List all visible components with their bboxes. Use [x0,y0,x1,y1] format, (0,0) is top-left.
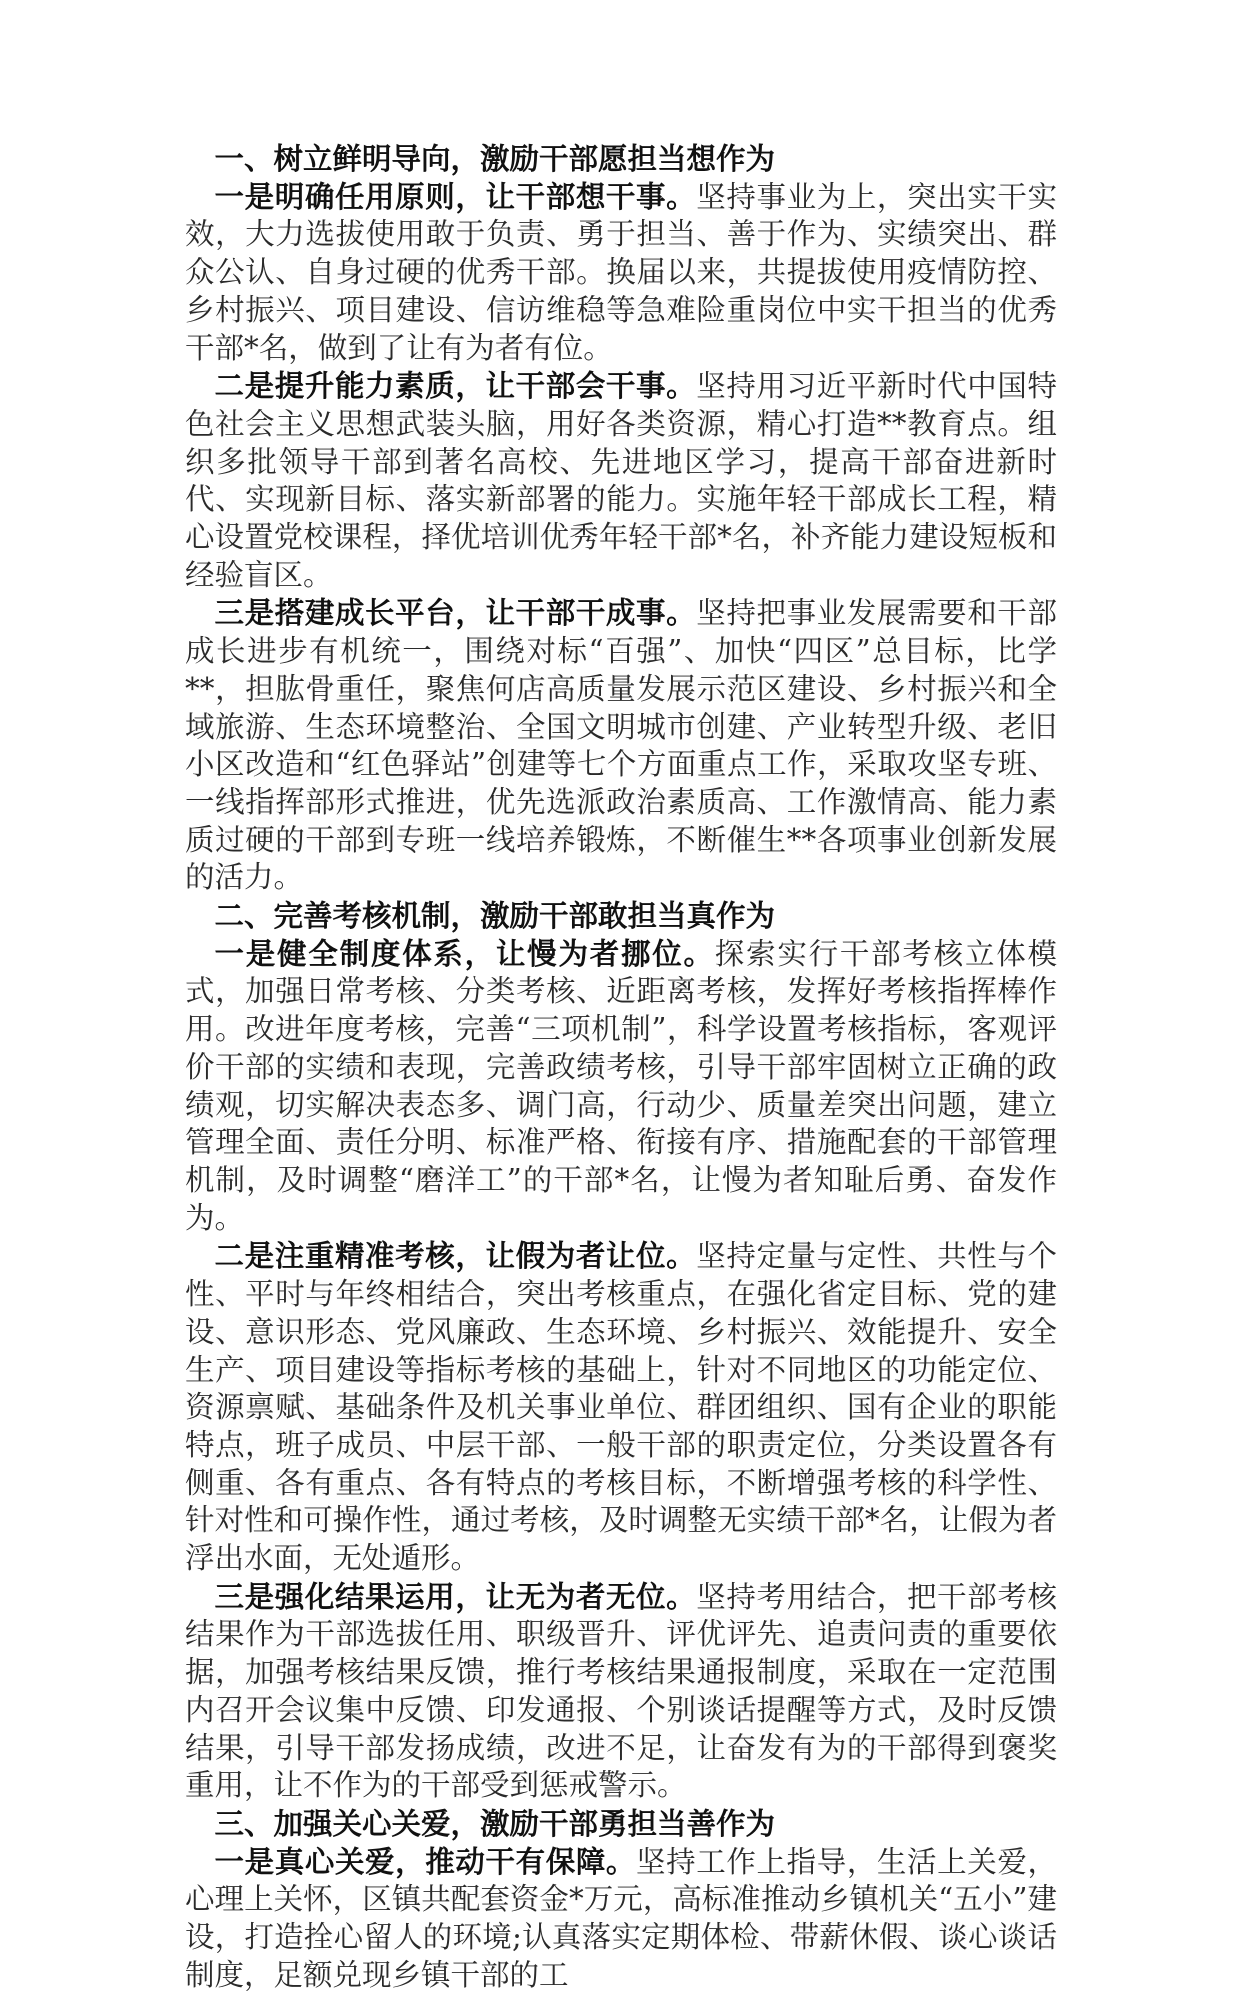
paragraph [185,935,1057,1238]
paragraph-text: 坚持把事业发展需要和干部成长进步有机统一，围绕对标“百强”、加快“四区”总目标，比学**，担肱骨重任，聚焦何店高质量发展示范区建设、乡村振兴和全域旅游、生态环境整治、全国文明城市创建、产业转型升级、老旧小区改造和“红色驿站”创建等七个方面重点工作，采取攻坚专班、一线指挥部形式推进，优先选派政治素质高、工作激情高、能力素质过硬的干部到专班一线培养锻炼，不断催生**各项事业创新发展的活力。 [185,596,1057,895]
paragraph [185,1843,1057,1994]
paragraph-lead: 一是真心关爱，推动干有保障。 [214,1843,637,1879]
paragraph-lead: 二是注重精准考核，让假为者让位。 [214,1238,697,1274]
paragraph-lead: 一是明确任用原则，让干部想干事。 [214,178,697,214]
paragraph [185,1237,1057,1577]
document-page [185,140,1057,1994]
section-heading-3: 三、加强关心关爱，激励干部勇担当善作为 [214,1805,776,1841]
paragraph-text: 坚持用习近平新时代中国特色社会主义思想武装头脑，用好各类资源，精心打造**教育点。组织多批领导干部到著名高校、先进地区学习，提高干部奋进新时代、实现新目标、落实新部署的能力。实施年轻干部成长工程，精心设置党校课程，择优培训优秀年轻干部*名，补齐能力建设短板和经验盲区。 [185,369,1057,592]
paragraph-lead: 一是健全制度体系，让慢为者挪位。 [214,935,715,971]
paragraph [185,178,1057,368]
paragraph-lead: 三是强化结果运用，让无为者无位。 [214,1578,697,1614]
paragraph-text: 坚持定量与定性、共性与个性、平时与年终相结合，突出考核重点，在强化省定目标、党的建设、意识形态、党风廉政、生态环境、乡村振兴、效能提升、安全生产、项目建设等指标考核的基础上，针对不同地区的功能定位、资源禀赋、基础条件及机关事业单位、群团组织、国有企业的职能特点，班子成员、中层干部、一般干部的职责定位，分类设置各有侧重、各有重点、各有特点的考核目标，不断增强考核的科学性、针对性和可操作性，通过考核，及时调整无实绩干部*名，让假为者浮出水面，无处遁形。 [185,1239,1057,1576]
paragraph-text: 坚持考用结合，把干部考核结果作为干部选拔任用、职级晋升、评优评先、追责问责的重要依据，加强考核结果反馈，推行考核结果通报制度，采取在一定范围内召开会议集中反馈、印发通报、个别谈话提醒等方式，及时反馈结果，引导干部发扬成绩，改进不足，让奋发有为的干部得到褒奖重用，让不作为的干部受到惩戒警示。 [185,1579,1057,1803]
paragraph-text: 探索实行干部考核立体模式，加强日常考核、分类考核、近距离考核，发挥好考核指挥棒作用。改进年度考核，完善“三项机制”，科学设置考核指标，客观评价干部的实绩和表现，完善政绩考核，引导干部牢固树立正确的政绩观，切实解决表态多、调门高，行动少、质量差突出问题，建立管理全面、责任分明、标准严格、衔接有序、措施配套的干部管理机制，及时调整“磨洋工”的干部*名，让慢为者知耻后勇、奋发作为。 [185,936,1057,1235]
section-heading-2: 二、完善考核机制，激励干部敢担当真作为 [214,898,776,934]
paragraph [185,1578,1057,1805]
paragraph-text: 坚持事业为上，突出实干实效，大力选拔使用敢于负责、勇于担当、善于作为、实绩突出、群众公认、自身过硬的优秀干部。换届以来，共提拔使用疫情防控、乡村振兴、项目建设、信访维稳等急难险重岗位中实干担当的优秀干部*名，做到了让有为者有位。 [185,179,1057,365]
paragraph-text: 坚持工作上指导，生活上关爱，心理上关怀，区镇共配套资金*万元，高标准推动乡镇机关“五小”建设，打造拴心留人的环境;认真落实定期体检、带薪休假、谈心谈话制度，足额兑现乡镇干部的工 [185,1844,1057,1992]
paragraph [185,367,1057,594]
section-heading-1: 一、树立鲜明导向，激励干部愿担当想作为 [214,141,776,176]
paragraph-lead: 二是提升能力素质，让干部会干事。 [214,368,697,404]
paragraph [185,594,1057,897]
paragraph-lead: 三是搭建成长平台，让干部干成事。 [214,595,697,631]
